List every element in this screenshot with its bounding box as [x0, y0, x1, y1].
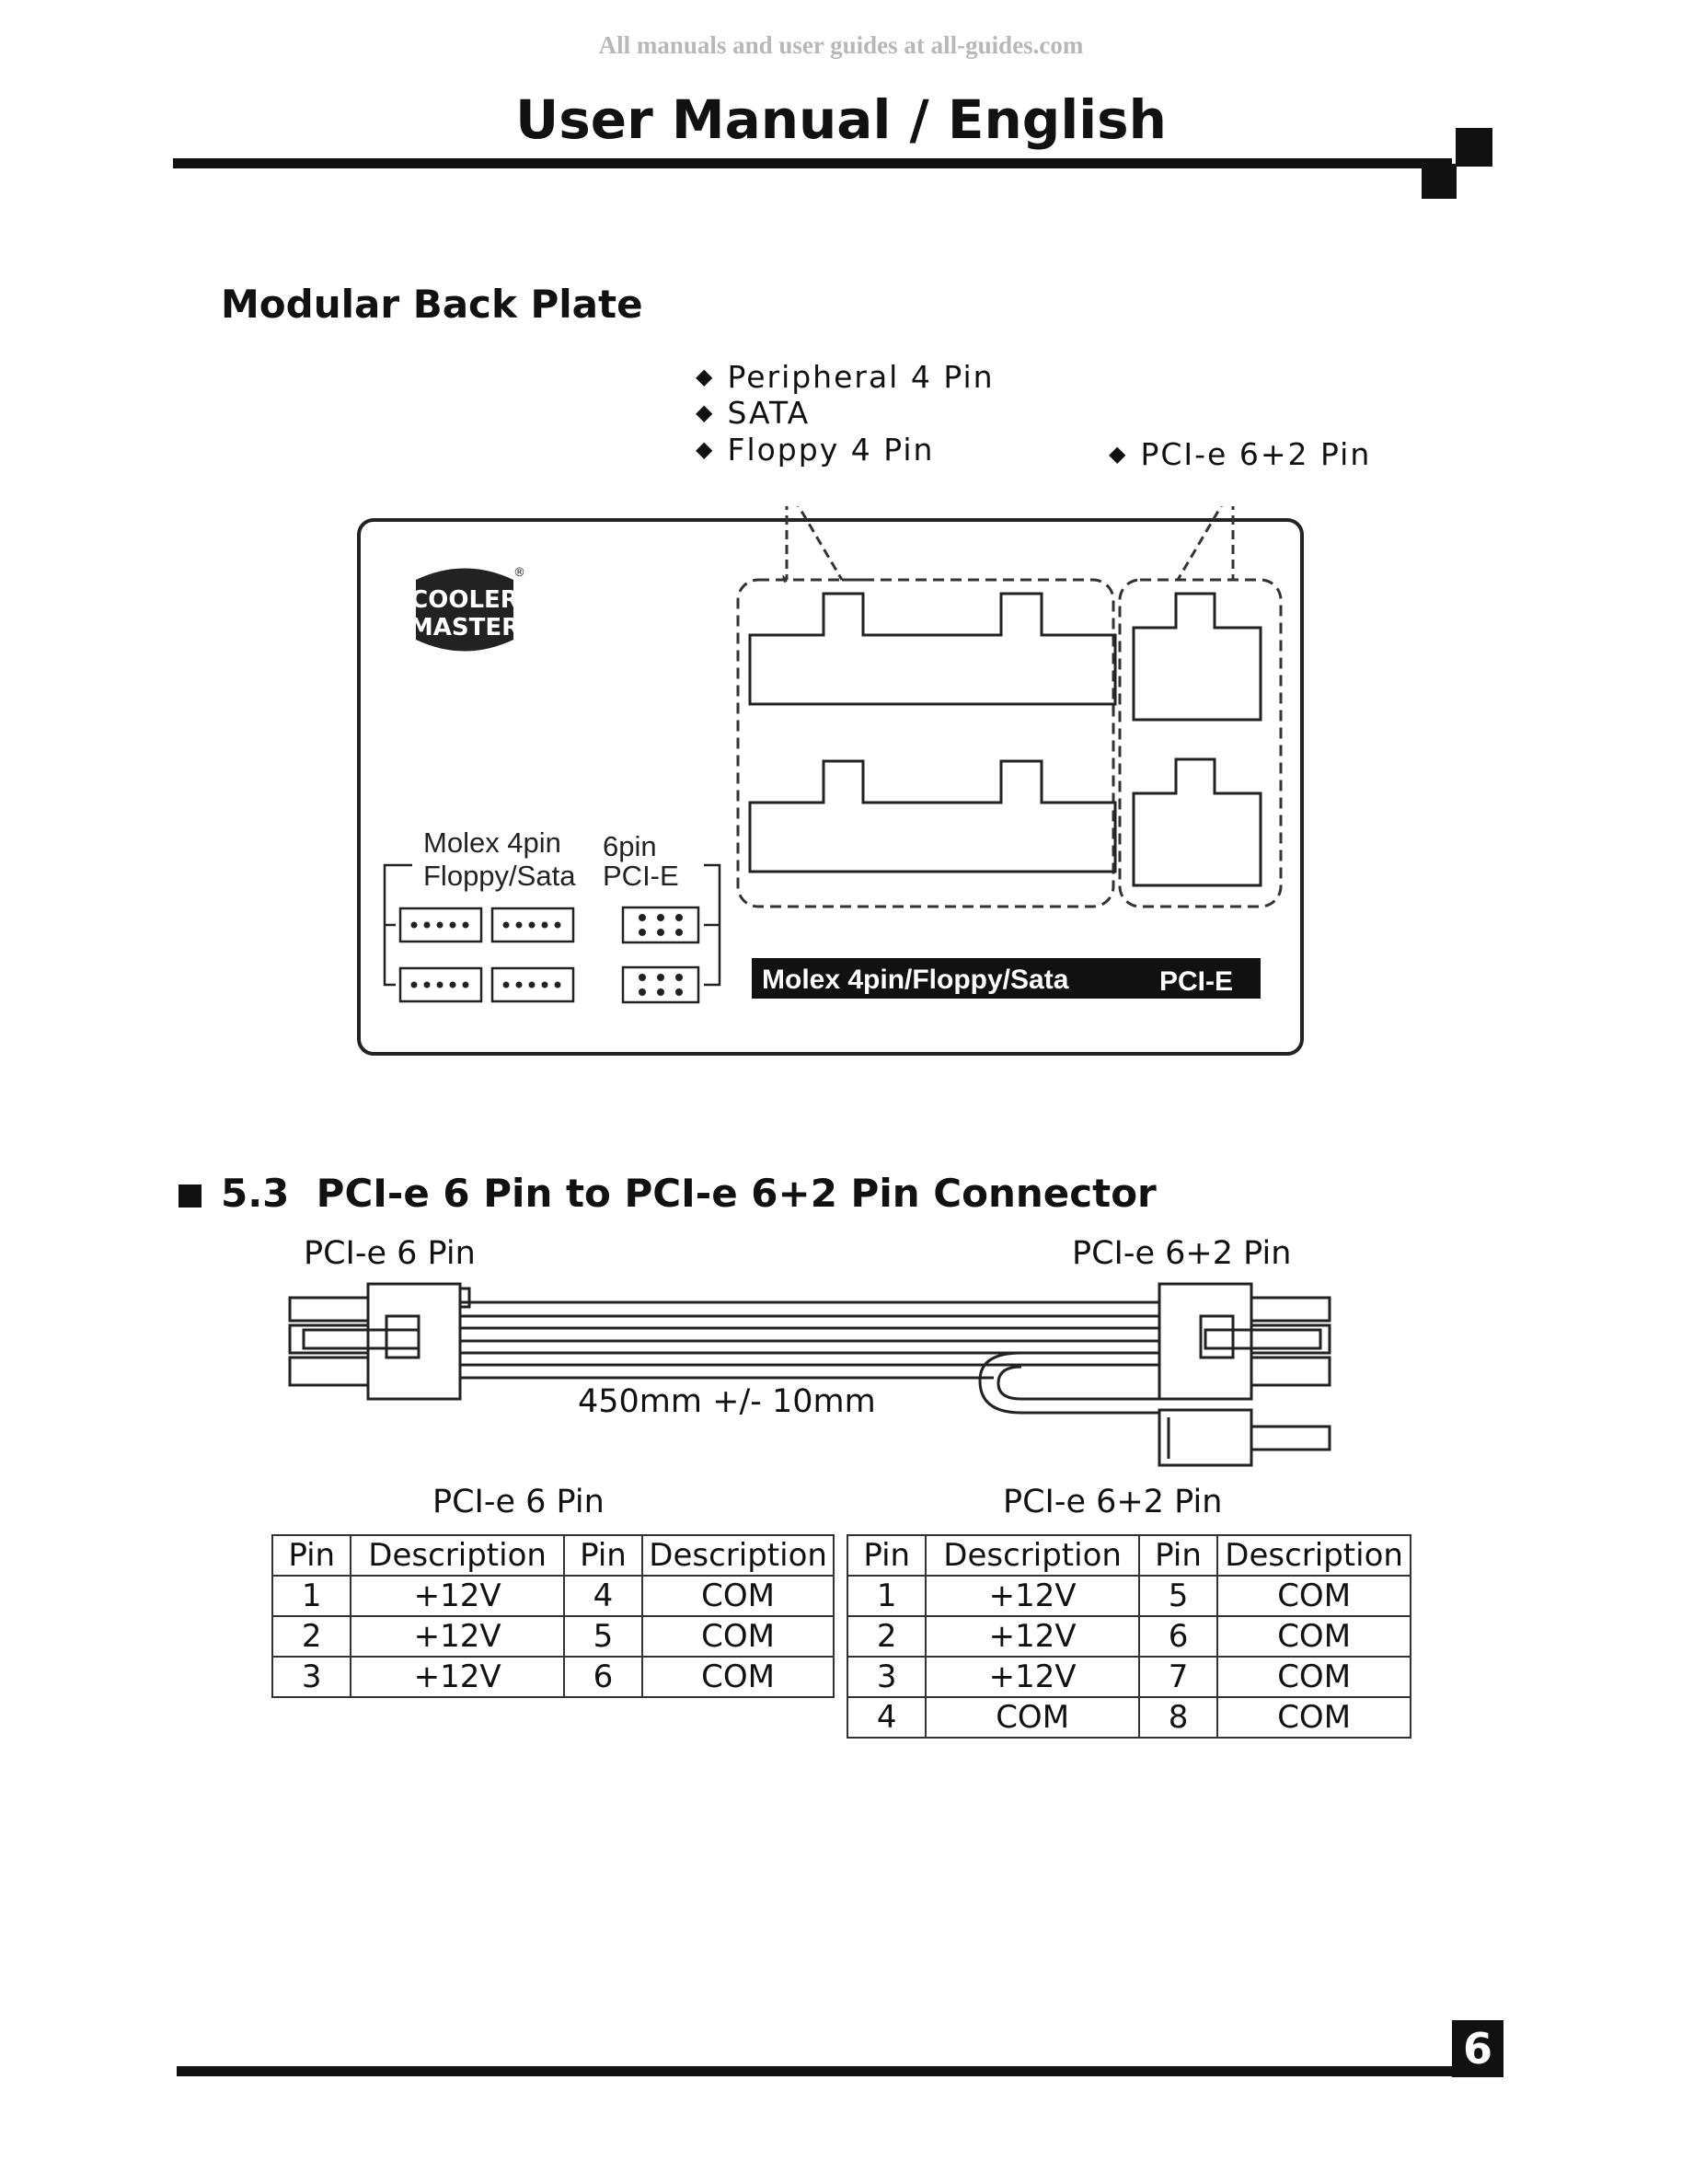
- table-cell: 4: [564, 1576, 642, 1616]
- watermark: All manuals and user guides at all-guides.com: [598, 31, 1084, 59]
- left-pin-table: [271, 1534, 835, 1698]
- table-row: [847, 1697, 1411, 1738]
- bullet-peripheral: ◆ Peripheral 4 Pin: [696, 359, 995, 395]
- table-row: [272, 1616, 834, 1657]
- table-cell: 6: [1139, 1616, 1217, 1657]
- table-cell: 8: [1139, 1697, 1217, 1738]
- pcie-socket-top: [1134, 594, 1261, 720]
- table-cell: 1: [272, 1576, 351, 1616]
- molex-label-2: Floppy/Sata: [423, 860, 576, 892]
- table-cell: COM: [642, 1657, 834, 1697]
- molex-socket-top: [750, 594, 1115, 704]
- right-table-title: PCI-e 6+2 Pin: [1003, 1484, 1223, 1520]
- header-rule: [173, 158, 1452, 168]
- molex-group-outline: [738, 580, 1113, 907]
- right-pin-table: [847, 1534, 1411, 1739]
- table-cell: COM: [642, 1616, 834, 1657]
- diamond-icon: ◆: [1109, 441, 1128, 467]
- table-cell: +12V: [351, 1616, 563, 1657]
- table-row: [272, 1657, 834, 1697]
- small-pcie-ports: [623, 907, 698, 1002]
- back-plate-diagram: [350, 506, 1316, 1068]
- right-connector-label: PCI-e 6+2 Pin: [1072, 1235, 1292, 1272]
- table-row: [847, 1657, 1411, 1697]
- table-header-row: [847, 1535, 1411, 1576]
- svg-text:COOLER: COOLER: [410, 586, 519, 614]
- pcie-socket-bottom: [1134, 759, 1261, 885]
- modular-heading: Modular Back Plate: [221, 282, 643, 327]
- pcie-label-1: 6pin: [603, 830, 657, 862]
- header-cell: Pin: [564, 1535, 642, 1576]
- table-cell: 2: [847, 1616, 926, 1657]
- header-square-bottom: [1422, 164, 1457, 199]
- left-connector-label: PCI-e 6 Pin: [304, 1235, 476, 1272]
- table-cell: COM: [926, 1697, 1138, 1738]
- table-cell: COM: [1217, 1616, 1411, 1657]
- table-cell: 5: [564, 1616, 642, 1657]
- bullet-pcie: ◆ PCI-e 6+2 Pin: [1109, 436, 1372, 472]
- table-cell: 6: [564, 1657, 642, 1697]
- small-pcie-dots: [639, 914, 683, 996]
- table-row: [272, 1576, 834, 1616]
- pointer-left-v: [787, 506, 874, 580]
- two-pin-connector: [1159, 1410, 1251, 1465]
- header-cell: Pin: [847, 1535, 926, 1576]
- molex-socket-bottom: [750, 761, 1115, 872]
- diamond-icon: ◆: [696, 399, 715, 425]
- section-heading: 5.3 PCI-e 6 Pin to PCI-e 6+2 Pin Connector: [221, 1171, 1157, 1216]
- table-cell: 3: [847, 1657, 926, 1697]
- diamond-icon: ◆: [696, 364, 715, 389]
- header-cell: Description: [926, 1535, 1138, 1576]
- table-cell: +12V: [351, 1657, 563, 1697]
- pointer-right-v: [1178, 506, 1233, 580]
- molex-bracket: [385, 865, 412, 985]
- table-cell: COM: [1217, 1657, 1411, 1697]
- page-title: User Manual / English: [515, 88, 1167, 151]
- cable-length-label: 450mm +/- 10mm: [578, 1383, 876, 1420]
- cable-loop: [980, 1353, 1159, 1413]
- table-cell: 4: [847, 1697, 926, 1738]
- header-cell: Pin: [272, 1535, 351, 1576]
- table-cell: 3: [272, 1657, 351, 1697]
- table-row: [847, 1616, 1411, 1657]
- table-cell: 1: [847, 1576, 926, 1616]
- table-cell: COM: [1217, 1576, 1411, 1616]
- page-number: 6: [1452, 2020, 1503, 2077]
- footer-rule: [177, 2066, 1452, 2076]
- label-bar-left: Molex 4pin/Floppy/Sata: [762, 965, 1069, 995]
- pcie-label-2: PCI-E: [603, 860, 679, 892]
- header-cell: Description: [1217, 1535, 1411, 1576]
- table-cell: COM: [1217, 1697, 1411, 1738]
- bullet-sata: ◆ SATA: [696, 395, 811, 431]
- diamond-icon: ◆: [696, 436, 715, 462]
- cooler-master-logo: [409, 566, 525, 652]
- small-molex-dots: [411, 922, 561, 988]
- header-cell: Description: [351, 1535, 563, 1576]
- table-cell: +12V: [351, 1576, 563, 1616]
- table-cell: 2: [272, 1616, 351, 1657]
- table-header-row: [272, 1535, 834, 1576]
- left-connector-body: [368, 1284, 460, 1399]
- svg-text:MASTER: MASTER: [409, 614, 521, 641]
- table-cell: +12V: [926, 1657, 1138, 1697]
- section-bullet-icon: [179, 1184, 202, 1208]
- table-cell: 5: [1139, 1576, 1217, 1616]
- table-row: [847, 1576, 1411, 1616]
- left-table-title: PCI-e 6 Pin: [432, 1484, 605, 1520]
- table-cell: COM: [642, 1576, 834, 1616]
- header-square-top: [1456, 128, 1492, 167]
- molex-label-1: Molex 4pin: [423, 826, 561, 859]
- header-cell: Pin: [1139, 1535, 1217, 1576]
- bullet-floppy: ◆ Floppy 4 Pin: [696, 432, 935, 468]
- header-cell: Description: [642, 1535, 834, 1576]
- table-cell: +12V: [926, 1616, 1138, 1657]
- svg-text:®: ®: [513, 566, 525, 580]
- label-bar-right: PCI-E: [1159, 966, 1234, 997]
- pcie-bracket: [704, 865, 720, 985]
- table-cell: +12V: [926, 1576, 1138, 1616]
- table-cell: 7: [1139, 1657, 1217, 1697]
- cable-diagram: [285, 1275, 1343, 1477]
